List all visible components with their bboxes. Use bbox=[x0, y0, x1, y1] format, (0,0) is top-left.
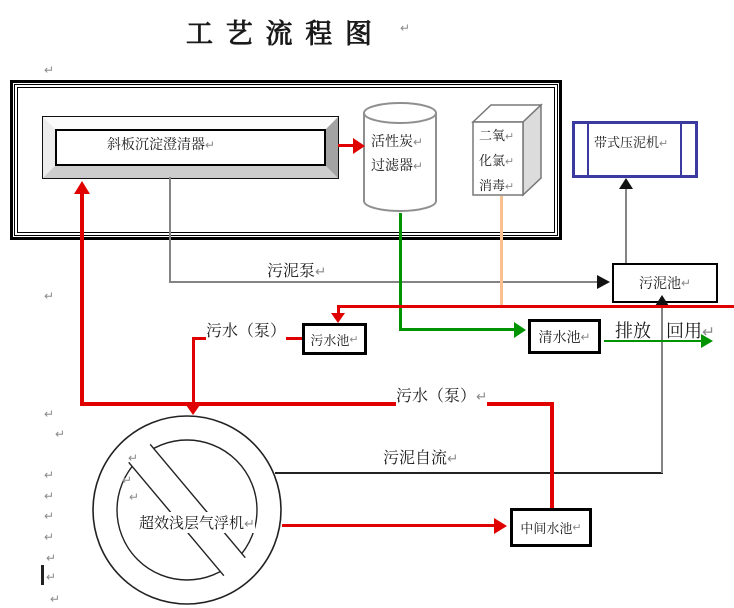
paragraph-mark: ↵ bbox=[44, 509, 55, 523]
arrowhead-right-icon bbox=[353, 138, 365, 154]
paragraph-mark: ↵ bbox=[315, 264, 327, 279]
line-sludgepool-to-press bbox=[625, 188, 627, 263]
node-belt-press[interactable] bbox=[572, 121, 698, 178]
arrowhead-down-icon bbox=[331, 313, 345, 323]
arrowhead-up-icon bbox=[619, 178, 633, 189]
belt-press-label: 带式压泥机 bbox=[594, 135, 660, 150]
sludge-pump-label: 污泥泵↵ bbox=[267, 258, 326, 281]
line-filter-down-green bbox=[399, 213, 402, 331]
paragraph-mark: ↵ bbox=[44, 468, 55, 482]
paragraph-mark: ↵ bbox=[505, 131, 515, 143]
line-clarifier-down bbox=[169, 177, 171, 283]
belt-roller-right bbox=[680, 124, 682, 175]
disinfection-line2: 化氯 bbox=[479, 153, 506, 168]
paragraph-mark: ↵ bbox=[244, 516, 255, 531]
paragraph-mark: ↵ bbox=[128, 451, 139, 465]
belt-roller-left bbox=[587, 124, 589, 175]
arrowhead-down-icon bbox=[186, 405, 200, 415]
clarifier-label: 斜板沉淀澄清器 bbox=[107, 136, 205, 152]
disinfection-line3: 消毒 bbox=[479, 178, 506, 193]
paragraph-mark: ↵ bbox=[205, 138, 215, 152]
flotation-label: 超效浅层气浮机↵ bbox=[139, 512, 255, 533]
sewage-pump-lower-label: 污水（泵）↵ bbox=[396, 383, 487, 406]
paragraph-mark: ↵ bbox=[46, 570, 57, 584]
node-flotation-circle[interactable] bbox=[91, 414, 283, 606]
middle-pool-label: 中间水池 bbox=[520, 521, 573, 536]
paragraph-mark: ↵ bbox=[129, 490, 140, 504]
paragraph-mark: ↵ bbox=[505, 156, 515, 168]
discharge-label: 排放 bbox=[615, 321, 651, 341]
paragraph-mark: ↵ bbox=[55, 427, 66, 441]
paragraph-mark: ↵ bbox=[476, 389, 488, 404]
line-gravity-up bbox=[661, 306, 663, 473]
paragraph-mark: ↵ bbox=[44, 289, 55, 303]
paragraph-mark: ↵ bbox=[659, 138, 669, 150]
line-flotation-to-middlepool bbox=[282, 524, 494, 527]
paragraph-mark: ↵ bbox=[44, 530, 55, 544]
paragraph-mark: ↵ bbox=[702, 324, 715, 341]
sludge-pool-label: 污泥池 bbox=[639, 275, 682, 291]
line-middlepool-up bbox=[550, 402, 554, 508]
arrowhead-right-icon bbox=[494, 518, 507, 534]
paragraph-mark: ↵ bbox=[580, 329, 591, 344]
paragraph-mark: ↵ bbox=[572, 522, 582, 534]
carbon-filter-label bbox=[371, 130, 423, 178]
paragraph-mark: ↵ bbox=[349, 333, 359, 346]
clarifier-face bbox=[55, 129, 326, 166]
carbon-filter-line1: 活性炭 bbox=[371, 133, 413, 149]
arrowhead-right-icon bbox=[597, 275, 610, 289]
node-clean-pool[interactable] bbox=[528, 319, 601, 354]
line-sewage-to-flotation-v bbox=[192, 337, 195, 406]
paragraph-mark: ↵ bbox=[505, 181, 515, 193]
line-sludge-gravity bbox=[275, 472, 663, 474]
paragraph-mark: ↵ bbox=[50, 592, 61, 606]
arrowhead-up-icon bbox=[74, 181, 90, 194]
paragraph-mark: ↵ bbox=[413, 135, 423, 149]
sewage-pool-label: 污水池 bbox=[310, 332, 350, 348]
clean-pool-label: 清水池 bbox=[538, 328, 581, 345]
paragraph-mark: ↵ bbox=[122, 473, 133, 487]
paragraph-mark: ↵ bbox=[447, 451, 459, 466]
sewage-pump-upper-label: 污水（泵） bbox=[206, 318, 286, 341]
disinfection-label bbox=[479, 124, 514, 199]
line-red-main bbox=[337, 305, 734, 308]
paragraph-mark: ↵ bbox=[400, 21, 411, 35]
reuse-label: 回用↵ bbox=[666, 321, 715, 341]
paragraph-mark: ↵ bbox=[44, 489, 55, 503]
node-clarifier[interactable] bbox=[43, 117, 338, 178]
paragraph-mark: ↵ bbox=[46, 551, 57, 565]
text-cursor bbox=[41, 565, 44, 585]
line-disinfection-orange bbox=[500, 196, 503, 308]
sludge-gravity-label: 污泥自流↵ bbox=[383, 445, 458, 468]
disinfection-line1: 二氧 bbox=[479, 128, 506, 143]
paragraph-mark: ↵ bbox=[44, 407, 55, 421]
node-sewage-pool[interactable] bbox=[302, 323, 367, 355]
paragraph-mark: ↵ bbox=[681, 276, 691, 290]
line-up-to-clarifier bbox=[80, 192, 84, 406]
page-title: 工 艺 流 程 图 bbox=[186, 19, 375, 49]
node-middle-pool[interactable] bbox=[510, 508, 592, 547]
line-sludge-pump bbox=[169, 281, 598, 283]
line-to-cleanpool-green bbox=[399, 328, 515, 331]
carbon-filter-line2: 过滤器 bbox=[371, 157, 413, 173]
paragraph-mark: ↵ bbox=[413, 159, 423, 173]
paragraph-mark: ↵ bbox=[44, 63, 55, 77]
arrowhead-right-icon bbox=[514, 322, 526, 338]
